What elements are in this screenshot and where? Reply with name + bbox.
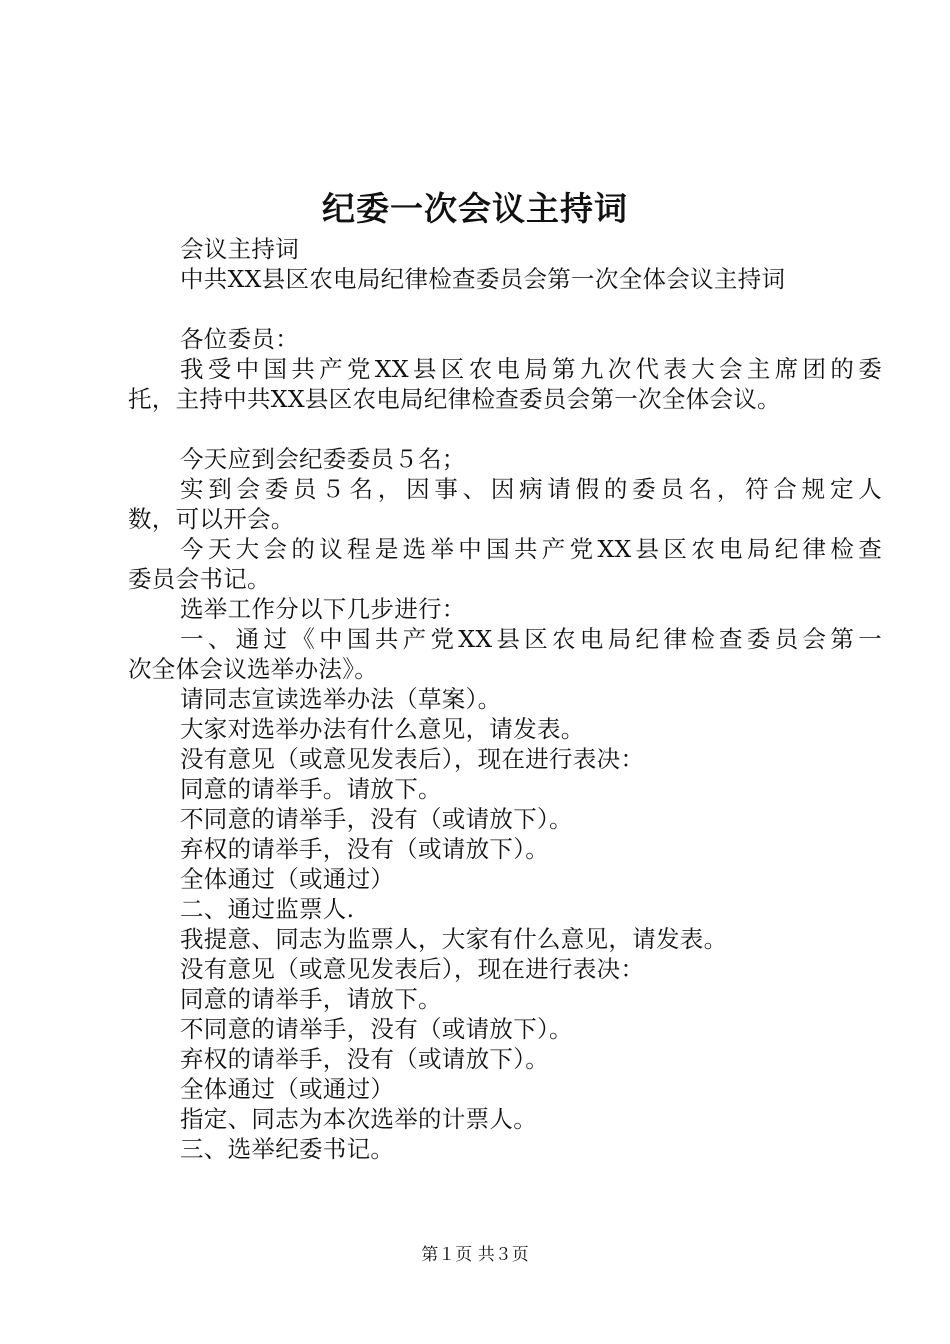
page-footer: 第１页 共３页: [421, 1245, 529, 1265]
paragraph-line: 我受中国共产党XX县区农电局第九次代表大会主席团的委: [180, 355, 882, 383]
paragraph-line: 不同意的请举手，没有（或请放下）。: [180, 805, 573, 833]
paragraph-line: 实到会委员５名，因事、因病请假的委员名，符合规定人: [180, 475, 882, 503]
paragraph-gap: [128, 294, 838, 324]
paragraph-line: 选举工作分以下几步进行：: [180, 595, 466, 623]
paragraph-gap: [128, 414, 838, 444]
paragraph-line: 次全体会议选举办法》。: [128, 655, 379, 683]
document-body: [128, 234, 882, 1164]
paragraph-line: 一、通过《中国共产党XX县区农电局纪律检查委员会第一: [180, 625, 882, 653]
paragraph-line: 三、选举纪委书记。: [180, 1135, 395, 1163]
paragraph-line: 各位委员：: [180, 325, 299, 353]
paragraph-line: 数，可以开会。: [128, 505, 295, 533]
paragraph-line: 委员会书记。: [128, 565, 271, 593]
paragraph-line: 指定、同志为本次选举的计票人。: [180, 1105, 537, 1133]
paragraph-line: 没有意见（或意见发表后），现在进行表决：: [180, 955, 645, 983]
paragraph-line: 全体通过（或通过）: [180, 1075, 395, 1103]
paragraph-line: 弃权的请举手，没有（或请放下）。: [180, 1045, 550, 1073]
paragraph-line: 同意的请举手。请放下。: [180, 775, 442, 803]
paragraph-line: 我提意、同志为监票人，大家有什么意见，请发表。: [180, 925, 728, 953]
paragraph-line: 弃权的请举手，没有（或请放下）。: [180, 835, 550, 863]
paragraph-line: 不同意的请举手，没有（或请放下）。: [180, 1015, 573, 1043]
paragraph-line: 二、通过监票人.: [180, 895, 355, 923]
paragraph-line: 今天大会的议程是选举中国共产党XX县区农电局纪律检查: [180, 535, 882, 563]
paragraph-line: 请同志宣读选举办法（草案）。: [180, 685, 502, 713]
paragraph-line: 全体通过（或通过）: [180, 865, 395, 893]
document-title: 纪委一次会议主持词: [322, 189, 628, 228]
paragraph-line: 托，主持中共XX县区农电局纪律检查委员会第一次全体会议。: [128, 385, 781, 413]
paragraph-line: 没有意见（或意见发表后），现在进行表决：: [180, 745, 645, 773]
paragraph-line: 同意的请举手，请放下。: [180, 985, 442, 1013]
paragraph-line: 会议主持词: [180, 235, 299, 263]
paragraph-line: 今天应到会纪委委员５名；: [180, 445, 466, 473]
paragraph-line: 中共XX县区农电局纪律检查委员会第一次全体会议主持词: [180, 265, 786, 293]
paragraph-line: 大家对选举办法有什么意见，请发表。: [180, 715, 585, 743]
